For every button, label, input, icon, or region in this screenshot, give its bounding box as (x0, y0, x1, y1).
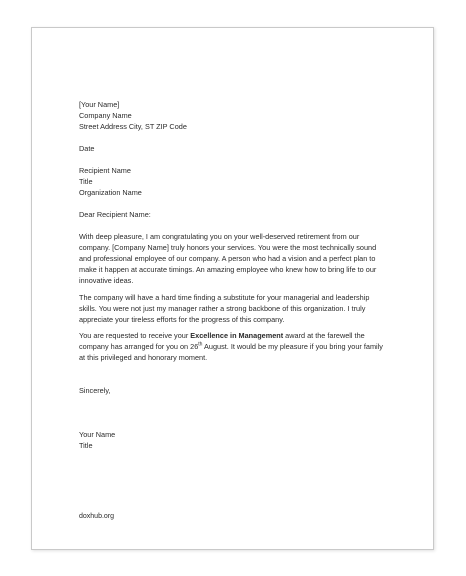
sender-company: Company Name (79, 111, 132, 120)
recipient-name: Recipient Name (79, 166, 131, 175)
letter-date: Date (79, 144, 95, 153)
signature-block (79, 429, 399, 451)
paragraph-line: With deep pleasure, I am congratulating you on your well-deserved retirement from our (79, 232, 360, 241)
paragraph-line: at this privileged and honorary moment. (79, 353, 208, 362)
body-paragraph-2 (79, 292, 399, 325)
paragraph-line: skills. You were not just my manager rather a strong backbone of this organization. I truly (79, 303, 366, 313)
paragraph-line (79, 341, 399, 352)
sender-address: Street Address City, ST ZIP Code (79, 122, 187, 131)
text-run: August. It would be my pleasure if you bring your family (202, 342, 383, 351)
recipient-title: Title (79, 177, 93, 186)
award-name: Excellence in Management (190, 331, 284, 340)
recipient-organization: Organization Name (79, 188, 142, 197)
paragraph-line: appreciate your tireless efforts for the progress of this company. (79, 314, 285, 324)
paragraph-line: make it happen at accurate timings. An amazing employee who knew how to bring life to our (79, 265, 377, 274)
closing: Sincerely, (79, 386, 111, 395)
body-paragraph-3 (79, 330, 399, 363)
letter-content (79, 99, 399, 451)
sender-block (79, 99, 399, 132)
paragraph-line: The company will have a hard time finding a substitute for your managerial and leadership (79, 292, 370, 302)
recipient-block (79, 165, 399, 198)
body-paragraph-1 (79, 231, 399, 286)
text-run: award at the farewell the (283, 331, 365, 340)
signature-name: Your Name (79, 430, 116, 439)
ordinal-suffix: th (198, 341, 203, 348)
salutation: Dear Recipient Name: (79, 210, 151, 219)
signature-title: Title (79, 441, 93, 450)
paragraph-line: innovative ideas. (79, 276, 134, 285)
paragraph-line: and professional employee of our company. A person who had a vision and a perfect plan to (79, 254, 376, 263)
sender-name: [Your Name] (79, 100, 120, 109)
letter-page (31, 27, 434, 550)
footer-source: doxhub.org (79, 513, 115, 520)
paragraph-line: company. [Company Name] truly honors your services. You were the most technically sound (79, 243, 377, 252)
text-run: You are requested to receive your (79, 331, 191, 340)
paragraph-line (79, 330, 399, 341)
text-run: company has arranged for you on 26 (79, 342, 199, 351)
